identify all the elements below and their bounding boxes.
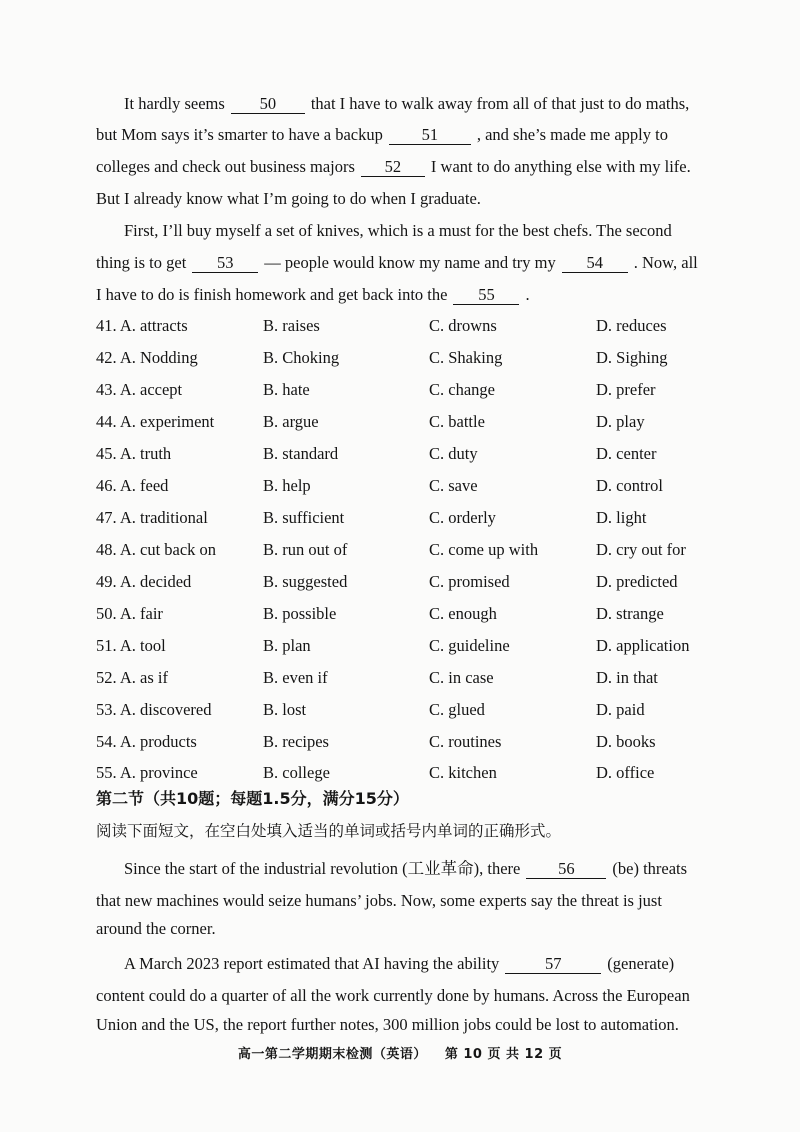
option-b: B. raises bbox=[263, 316, 320, 335]
option-b: B. suggested bbox=[263, 572, 348, 591]
option-row-49 bbox=[96, 571, 712, 593]
option-row-51 bbox=[96, 635, 712, 657]
option-c: C. kitchen bbox=[429, 763, 497, 782]
option-c: C. glued bbox=[429, 700, 485, 719]
option-b: B. help bbox=[263, 476, 311, 495]
option-d: D. center bbox=[596, 444, 657, 463]
option-c: C. Shaking bbox=[429, 348, 503, 367]
text: (generate) bbox=[607, 954, 675, 973]
option-c: C. battle bbox=[429, 412, 485, 431]
option-b: B. lost bbox=[263, 700, 307, 719]
option-d: D. application bbox=[596, 636, 690, 655]
option-c: C. come up with bbox=[429, 540, 539, 559]
text: . Now, all bbox=[633, 253, 698, 272]
option-b: B. possible bbox=[263, 604, 337, 623]
option-a: 47. A. traditional bbox=[96, 508, 208, 527]
passage-line-3 bbox=[96, 156, 712, 178]
text: I want to do anything else with my life. bbox=[430, 157, 691, 176]
blank-51: 51 bbox=[389, 126, 471, 145]
passage-line-7 bbox=[96, 284, 712, 306]
text: but Mom says it’s smarter to have a backup bbox=[96, 125, 383, 144]
option-d: D. Sighing bbox=[596, 348, 668, 367]
text: — people would know my name and try my bbox=[264, 253, 556, 272]
text: . bbox=[525, 285, 530, 304]
option-a: 48. A. cut back on bbox=[96, 540, 217, 559]
option-d: D. paid bbox=[596, 700, 645, 719]
footer-exam-title: 高一第二学期期末检测（英语） bbox=[237, 1047, 427, 1062]
option-a: 43. A. accept bbox=[96, 380, 183, 399]
option-b: B. argue bbox=[263, 412, 319, 431]
section-instruction: 阅读下面短文，在空白处填入适当的单词或括号内单词的正确形式。 bbox=[96, 822, 562, 840]
option-c: C. drowns bbox=[429, 316, 497, 335]
blank-50: 50 bbox=[231, 95, 305, 114]
option-c: C. in case bbox=[429, 668, 494, 687]
section-title: 第二节（共10题；每题1.5分，满分15分） bbox=[96, 789, 409, 808]
blank-56: 56 bbox=[526, 860, 606, 879]
option-a: 49. A. decided bbox=[96, 572, 192, 591]
text: that I have to walk away from all of that just to do maths, bbox=[310, 94, 690, 113]
option-a: 53. A. discovered bbox=[96, 700, 212, 719]
option-row-52 bbox=[96, 667, 712, 689]
option-c: C. routines bbox=[429, 732, 502, 751]
option-d: D. strange bbox=[596, 604, 664, 623]
passage2-line-3: around the corner. bbox=[96, 919, 216, 938]
text: , and she’s made me apply to bbox=[476, 125, 668, 144]
option-d: D. reduces bbox=[596, 316, 667, 335]
option-row-54 bbox=[96, 731, 712, 753]
option-row-50 bbox=[96, 603, 712, 625]
passage-line-5: First, I’ll buy myself a set of knives, which is a must for the best chefs. The second bbox=[124, 221, 672, 240]
option-d: D. control bbox=[596, 476, 663, 495]
option-a: 42. A. Nodding bbox=[96, 348, 198, 367]
option-a: 51. A. tool bbox=[96, 636, 166, 655]
option-c: C. change bbox=[429, 380, 495, 399]
option-a: 54. A. products bbox=[96, 732, 197, 751]
option-c: C. save bbox=[429, 476, 478, 495]
option-a: 52. A. as if bbox=[96, 668, 168, 687]
passage-line-6 bbox=[96, 252, 712, 274]
option-c: C. orderly bbox=[429, 508, 496, 527]
option-row-48 bbox=[96, 539, 712, 561]
option-row-42 bbox=[96, 347, 712, 369]
option-a: 41. A. attracts bbox=[96, 316, 188, 335]
option-b: B. Choking bbox=[263, 348, 340, 367]
option-b: B. recipes bbox=[263, 732, 329, 751]
option-row-53 bbox=[96, 699, 712, 721]
text: thing is to get bbox=[96, 253, 187, 272]
option-d: D. play bbox=[596, 412, 645, 431]
passage2-line-4 bbox=[124, 953, 712, 975]
blank-52: 52 bbox=[361, 158, 425, 177]
text: Since the start of the industrial revolution (工业革命), there bbox=[124, 859, 521, 878]
option-row-43 bbox=[96, 379, 712, 401]
text: colleges and check out business majors bbox=[96, 157, 355, 176]
blank-55: 55 bbox=[453, 286, 519, 305]
option-b: B. college bbox=[263, 763, 330, 782]
option-a: 55. A. province bbox=[96, 763, 198, 782]
option-row-41 bbox=[96, 315, 712, 337]
option-b: B. even if bbox=[263, 668, 328, 687]
option-c: C. promised bbox=[429, 572, 510, 591]
option-b: B. standard bbox=[263, 444, 339, 463]
option-b: B. run out of bbox=[263, 540, 348, 559]
passage2-line-5: content could do a quarter of all the work currently done by humans. Across the European bbox=[96, 986, 690, 1005]
passage2-line-1 bbox=[124, 858, 712, 880]
blank-53: 53 bbox=[192, 254, 258, 273]
text: (be) threats bbox=[612, 859, 688, 878]
option-c: C. duty bbox=[429, 444, 478, 463]
option-b: B. sufficient bbox=[263, 508, 345, 527]
option-a: 45. A. truth bbox=[96, 444, 172, 463]
passage-line-1 bbox=[124, 93, 712, 115]
option-row-44 bbox=[96, 411, 712, 433]
option-row-46 bbox=[96, 475, 712, 497]
option-b: B. hate bbox=[263, 380, 310, 399]
option-row-45 bbox=[96, 443, 712, 465]
text: I have to do is finish homework and get back into the bbox=[96, 285, 448, 304]
passage-line-4: But I already know what I’m going to do when I graduate. bbox=[96, 189, 481, 208]
option-a: 46. A. feed bbox=[96, 476, 169, 495]
text: It hardly seems bbox=[124, 94, 225, 113]
option-row-47 bbox=[96, 507, 712, 529]
option-d: D. in that bbox=[596, 668, 658, 687]
text: A March 2023 report estimated that AI having the ability bbox=[124, 954, 500, 973]
option-a: 44. A. experiment bbox=[96, 412, 215, 431]
passage2-line-6: Union and the US, the report further notes, 300 million jobs could be lost to automation. bbox=[96, 1015, 679, 1034]
passage2-line-2: that new machines would seize humans’ jobs. Now, some experts say the threat is just bbox=[96, 891, 662, 910]
passage-line-2 bbox=[96, 124, 712, 146]
option-b: B. plan bbox=[263, 636, 311, 655]
option-row-55 bbox=[96, 762, 712, 784]
option-c: C. enough bbox=[429, 604, 497, 623]
option-a: 50. A. fair bbox=[96, 604, 163, 623]
option-d: D. predicted bbox=[596, 572, 678, 591]
option-d: D. prefer bbox=[596, 380, 656, 399]
option-d: D. books bbox=[596, 732, 656, 751]
page-footer bbox=[0, 1043, 800, 1062]
option-d: D. office bbox=[596, 763, 655, 782]
option-d: D. light bbox=[596, 508, 647, 527]
option-d: D. cry out for bbox=[596, 540, 686, 559]
blank-57: 57 bbox=[505, 955, 601, 974]
blank-54: 54 bbox=[562, 254, 628, 273]
footer-page-number: 第 10 页 共 12 页 bbox=[444, 1047, 563, 1062]
option-c: C. guideline bbox=[429, 636, 510, 655]
